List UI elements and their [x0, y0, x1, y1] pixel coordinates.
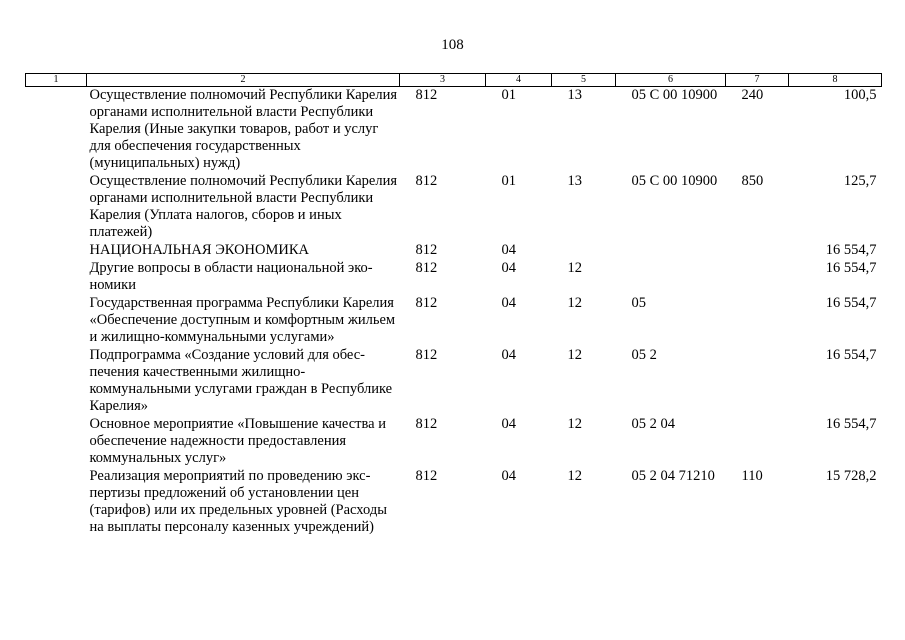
header-col-2: 2 [87, 74, 400, 87]
row-col-5: 13 [567, 173, 582, 189]
row-col-3: 812 [415, 468, 438, 484]
table-row [26, 468, 882, 537]
row-col-5: 12 [567, 260, 582, 276]
row-index-cell [26, 416, 87, 468]
row-col-7: 110 [741, 468, 763, 484]
row-col-6 [616, 260, 726, 295]
table-row [26, 416, 882, 468]
row-col-5: 12 [567, 295, 582, 311]
header-col-7: 7 [726, 74, 789, 87]
row-col-5: 12 [567, 347, 582, 363]
table-row [26, 260, 882, 295]
budget-table [25, 73, 882, 537]
table-row [26, 87, 882, 174]
row-col-5: 13 [567, 87, 582, 103]
table-row [26, 295, 882, 347]
row-col-7 [726, 347, 789, 416]
row-index-cell [26, 87, 87, 174]
row-col-4: 04 [501, 295, 516, 311]
row-col-3: 812 [415, 87, 438, 103]
row-amount: 15 728,2 [825, 468, 877, 484]
header-row [26, 74, 882, 87]
row-col-7 [726, 242, 789, 260]
page-number: 108 [441, 37, 464, 53]
row-col-3: 812 [415, 242, 438, 258]
row-name: Осуществление полномочий Республики Карелия органами исполнительной власти Республики Карелия (Уплата налогов, сборов и иных платежей) [89, 173, 398, 240]
row-col-5: 12 [567, 468, 582, 484]
row-amount: 16 554,7 [825, 347, 877, 363]
row-name: Осуществление полномочий Республики Карелия органами исполнительной власти Республики Карелия (Иные закупки товаров, работ и услуг для обеспечения государственных (муниципальных) нужд) [89, 87, 398, 171]
row-col-4: 04 [501, 468, 516, 484]
header-col-5: 5 [552, 74, 616, 87]
header-col-3: 3 [400, 74, 486, 87]
row-col-3: 812 [415, 295, 438, 311]
row-col-6: 05 С 00 10900 [631, 87, 718, 103]
row-amount: 16 554,7 [825, 242, 877, 258]
table-header [26, 74, 882, 87]
row-col-5: 12 [567, 416, 582, 432]
row-col-4: 01 [501, 173, 516, 189]
row-index-cell [26, 173, 87, 242]
row-col-3: 812 [415, 173, 438, 189]
row-amount: 125,7 [843, 173, 877, 189]
row-col-3: 812 [415, 347, 438, 363]
row-col-6: 05 [631, 295, 646, 311]
row-col-7 [726, 416, 789, 468]
header-col-1: 1 [26, 74, 87, 87]
row-index-cell [26, 260, 87, 295]
row-index-cell [26, 242, 87, 260]
table-row [26, 173, 882, 242]
row-name: Реализация мероприятий по проведению экспертизы предложений об установлении цен (тарифов) или их предельных уровней (Расходы на выплаты персоналу казенных учреждений) [89, 468, 387, 535]
row-index-cell [26, 295, 87, 347]
row-name: Другие вопросы в области национальной экономики [89, 260, 373, 293]
row-col-6: 05 2 [631, 347, 657, 363]
row-col-3: 812 [415, 260, 438, 276]
row-amount: 100,5 [843, 87, 877, 103]
row-index-cell [26, 468, 87, 537]
row-col-7: 850 [741, 173, 764, 189]
table-row [26, 242, 882, 260]
row-col-4: 04 [501, 416, 516, 432]
header-col-4: 4 [486, 74, 552, 87]
row-col-6: 05 С 00 10900 [631, 173, 718, 189]
row-name: НАЦИОНАЛЬНАЯ ЭКОНОМИКА [89, 242, 310, 258]
row-name: Основное мероприятие «Повышение качества и обеспечение надежности предоставления коммунальных услуг» [89, 416, 386, 466]
row-col-4: 04 [501, 347, 516, 363]
row-amount: 16 554,7 [825, 295, 877, 311]
header-col-6: 6 [616, 74, 726, 87]
header-col-8: 8 [789, 74, 882, 87]
row-col-4: 04 [501, 260, 516, 276]
row-col-7: 240 [741, 87, 764, 103]
row-index-cell [26, 347, 87, 416]
row-amount: 16 554,7 [825, 416, 877, 432]
row-col-3: 812 [415, 416, 438, 432]
row-col-7 [726, 295, 789, 347]
row-name: Государственная программа Республики Карелия «Обеспечение доступным и комфортным жильем и жилищно-коммунальными услугами» [89, 295, 396, 345]
row-col-4: 01 [501, 87, 516, 103]
row-name: Подпрограмма «Создание условий для обеспечения качественными жилищно-коммунальными услугами граждан в Республике Карелия» [89, 347, 393, 414]
table-row [26, 347, 882, 416]
row-col-4: 04 [501, 242, 516, 258]
row-col-6: 05 2 04 71210 [631, 468, 715, 484]
row-col-6 [616, 242, 726, 260]
row-col-5 [552, 242, 616, 260]
row-col-6: 05 2 04 [631, 416, 675, 432]
row-amount: 16 554,7 [825, 260, 877, 276]
table-body [26, 87, 882, 538]
row-col-7 [726, 260, 789, 295]
